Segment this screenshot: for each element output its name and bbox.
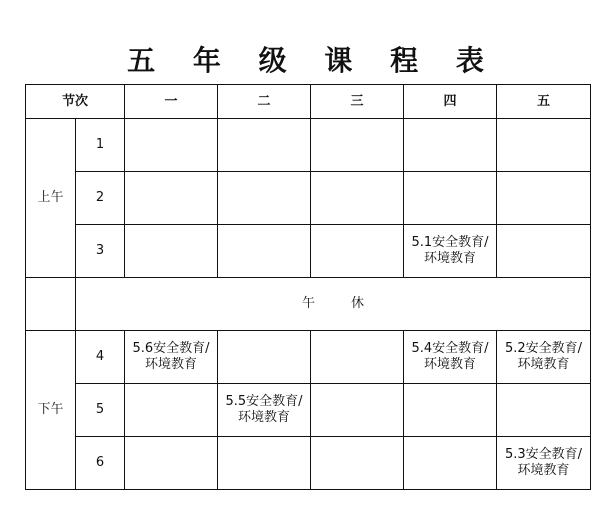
class-cell — [404, 384, 497, 437]
period-row-3 — [26, 225, 591, 278]
class-cell — [218, 225, 311, 278]
class-cell — [404, 172, 497, 225]
class-cell — [218, 172, 311, 225]
period-row-4 — [26, 331, 591, 384]
lunch-blank-cell — [26, 278, 76, 331]
session-afternoon: 下午 — [26, 331, 76, 490]
entry-line: 5.6安全教育/ — [132, 341, 210, 356]
day-header-2: 二 — [218, 85, 311, 119]
period-number: 6 — [76, 437, 125, 490]
class-cell — [404, 119, 497, 172]
period-number: 2 — [76, 172, 125, 225]
class-cell — [125, 119, 218, 172]
entry-line: 环境教育 — [238, 410, 291, 425]
period-number: 4 — [76, 331, 125, 384]
class-cell — [497, 119, 591, 172]
entry-line: 5.2安全教育/ — [504, 341, 583, 356]
class-cell — [497, 172, 591, 225]
period-row-5 — [26, 384, 591, 437]
period-number: 3 — [76, 225, 125, 278]
class-cell — [311, 437, 404, 490]
entry-line: 5.5安全教育/ — [225, 394, 303, 409]
lunch-label-right: 休 — [351, 296, 365, 311]
header-row — [26, 85, 591, 119]
lunch-label-left: 午 — [301, 296, 315, 311]
day-header-1: 一 — [125, 85, 218, 119]
class-cell — [218, 331, 311, 384]
day-header-5: 五 — [497, 85, 591, 119]
schedule-table — [25, 84, 591, 490]
class-cell — [311, 119, 404, 172]
class-cell-entry — [497, 331, 591, 384]
class-cell — [404, 437, 497, 490]
class-cell-entry — [218, 384, 311, 437]
entry-line: 环境教育 — [517, 357, 570, 372]
day-header-4: 四 — [404, 85, 497, 119]
class-cell — [125, 384, 218, 437]
class-cell — [311, 384, 404, 437]
period-row-1 — [26, 119, 591, 172]
entry-line: 5.3安全教育/ — [504, 447, 583, 462]
period-row-6 — [26, 437, 591, 490]
class-cell — [311, 331, 404, 384]
class-cell — [125, 172, 218, 225]
class-cell — [218, 437, 311, 490]
lunch-break — [76, 278, 591, 331]
period-row-2 — [26, 172, 591, 225]
entry-line: 环境教育 — [424, 357, 477, 372]
class-cell — [497, 225, 591, 278]
entry-line: 5.1安全教育/ — [411, 235, 489, 250]
class-cell — [218, 119, 311, 172]
session-morning: 上午 — [26, 119, 76, 278]
class-cell-entry — [497, 437, 591, 490]
period-number: 5 — [76, 384, 125, 437]
class-cell — [311, 172, 404, 225]
class-cell-entry — [404, 225, 497, 278]
class-cell — [311, 225, 404, 278]
entry-line: 5.4安全教育/ — [411, 341, 489, 356]
entry-line: 环境教育 — [145, 357, 198, 372]
period-header: 节次 — [26, 85, 125, 119]
period-number: 1 — [76, 119, 125, 172]
lunch-row — [26, 278, 591, 331]
page-title: 五 年 级 课 程 表 — [127, 44, 498, 77]
class-cell — [497, 384, 591, 437]
day-header-3: 三 — [311, 85, 404, 119]
class-cell — [125, 225, 218, 278]
entry-line: 环境教育 — [424, 251, 477, 266]
entry-line: 环境教育 — [517, 463, 570, 478]
class-cell — [125, 437, 218, 490]
class-cell-entry — [125, 331, 218, 384]
class-cell-entry — [404, 331, 497, 384]
